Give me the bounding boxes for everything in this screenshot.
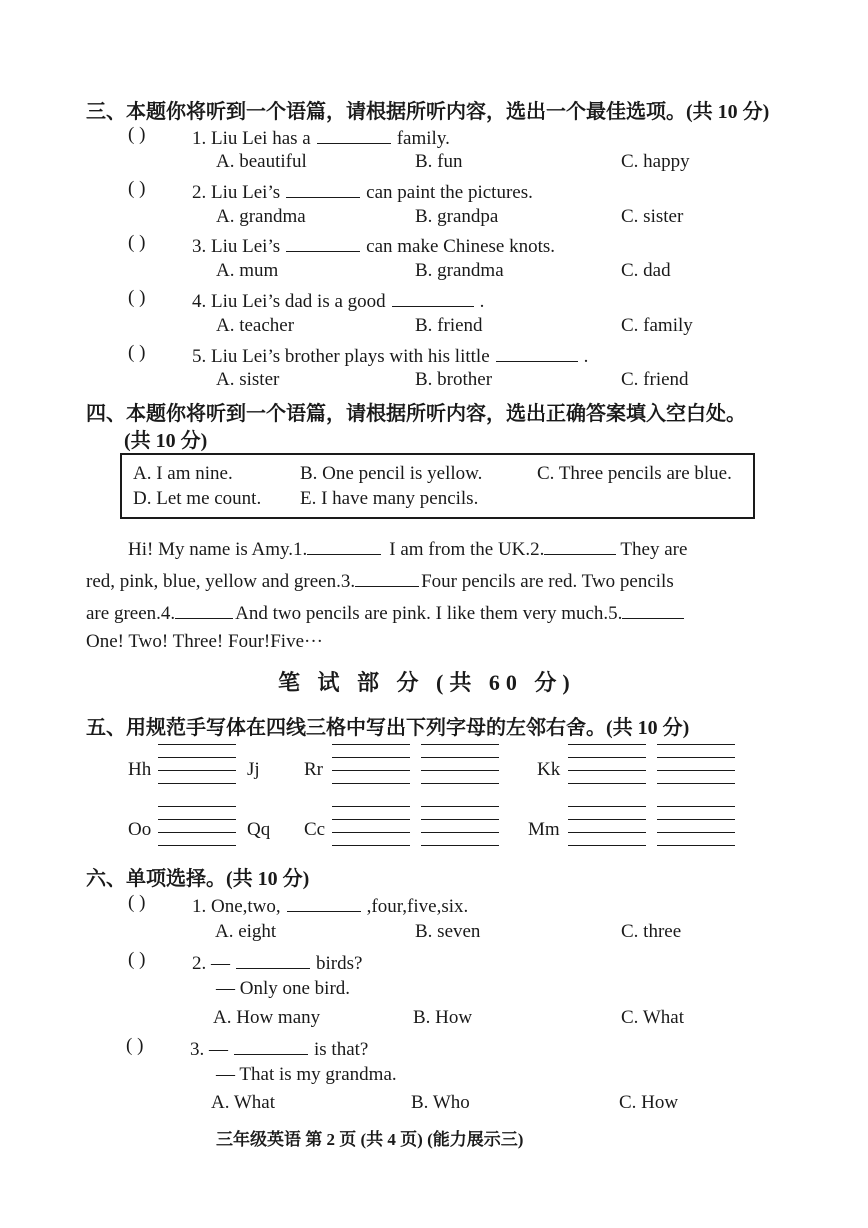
option-a: A. teacher xyxy=(216,315,295,336)
option-b: B. Who xyxy=(411,1092,470,1113)
option-c: C. sister xyxy=(621,206,684,227)
passage-text: They are xyxy=(620,539,688,560)
stem-after: . xyxy=(479,291,485,312)
answer-blank-5[interactable] xyxy=(622,599,684,619)
section5-title: 五、用规范手写体在四线三格中写出下列字母的左邻右舍。(共 10 分) xyxy=(86,717,690,739)
stem-before: 4. Liu Lei’s dad is a good xyxy=(192,291,386,312)
answer-paren[interactable]: ( ) xyxy=(128,232,146,253)
option-a: A. mum xyxy=(216,260,279,281)
stem-after: birds? xyxy=(316,953,363,974)
option-a: A. grandma xyxy=(216,206,306,227)
question-stem xyxy=(192,232,555,258)
option-b: B. friend xyxy=(415,315,483,336)
stem-after: is that? xyxy=(314,1039,369,1060)
stem-after: . xyxy=(583,346,589,367)
option-b: B. brother xyxy=(415,369,493,390)
stem-before: 2. — xyxy=(192,953,230,974)
passage-text: I am from the UK.2. xyxy=(389,539,545,560)
stem-after: can make Chinese knots. xyxy=(366,236,556,257)
option-b: B. grandma xyxy=(415,260,504,281)
answer-paren[interactable]: ( ) xyxy=(128,342,146,363)
stem-after: ,four,five,six. xyxy=(366,896,469,917)
option-a: A. beautiful xyxy=(216,151,307,172)
question-stem xyxy=(192,342,588,368)
option-b: B. grandpa xyxy=(415,206,499,227)
option-c: C. What xyxy=(621,1007,684,1028)
section4-score: (共 10 分) xyxy=(124,430,208,452)
option-c: C. three xyxy=(621,921,682,942)
stem-before: 3. Liu Lei’s xyxy=(192,236,281,257)
dialogue-reply: — That is my grandma. xyxy=(216,1064,397,1085)
answer-blank-1[interactable] xyxy=(307,535,381,555)
written-part-title: 笔 试 部 分 (共 60 分) xyxy=(278,670,576,695)
passage-text: are green.4. xyxy=(86,603,176,624)
box-option-d: D. Let me count. xyxy=(133,488,262,509)
answer-paren[interactable]: ( ) xyxy=(128,892,146,913)
stem-before: 3. — xyxy=(190,1039,228,1060)
answer-blank[interactable] xyxy=(392,287,474,307)
dialogue-reply: — Only one bird. xyxy=(216,978,351,999)
passage-text: red, pink, blue, yellow and green.3. xyxy=(86,571,356,592)
letter-label: Mm xyxy=(528,819,560,840)
page-footer: 三年级英语 第 2 页 (共 4 页) (能力展示三) xyxy=(216,1130,524,1149)
option-b: B. seven xyxy=(415,921,481,942)
section4-title: 四、本题你将听到一个语篇，请根据所听内容，选出正确答案填入空白处。 xyxy=(86,403,746,425)
passage-text: And two pencils are pink. I like them very much.5. xyxy=(235,603,623,624)
option-c: C. dad xyxy=(621,260,671,281)
option-b: B. fun xyxy=(415,151,463,172)
letter-label: Qq xyxy=(247,819,271,840)
stem-after: can paint the pictures. xyxy=(366,182,533,203)
letter-label: Jj xyxy=(247,759,260,780)
answer-paren[interactable]: ( ) xyxy=(128,949,146,970)
answer-blank-2[interactable] xyxy=(544,535,616,555)
answer-blank[interactable] xyxy=(234,1035,308,1055)
passage-line-2 xyxy=(86,567,674,593)
box-option-c: C. Three pencils are blue. xyxy=(537,463,732,484)
answer-blank-4[interactable] xyxy=(175,599,233,619)
letter-label: Rr xyxy=(304,759,323,780)
stem-before: 1. One,two, xyxy=(192,896,281,917)
answer-blank[interactable] xyxy=(496,342,578,362)
answer-paren[interactable]: ( ) xyxy=(126,1035,144,1056)
question-stem xyxy=(190,1035,368,1061)
passage-line-4: One! Two! Three! Four!Five··· xyxy=(86,631,323,652)
question-stem xyxy=(192,287,484,313)
passage-text: Hi! My name is Amy.1. xyxy=(128,539,308,560)
question-stem xyxy=(192,124,450,150)
letter-label: Oo xyxy=(128,819,152,840)
answer-blank[interactable] xyxy=(317,124,391,144)
answer-blank[interactable] xyxy=(236,949,310,969)
option-a: A. sister xyxy=(216,369,280,390)
letter-label: Hh xyxy=(128,759,152,780)
option-c: C. How xyxy=(619,1092,679,1113)
section3-title: 三、本题你将听到一个语篇，请根据所听内容，选出一个最佳选项。(共 10 分) xyxy=(86,101,770,123)
letter-label: Cc xyxy=(304,819,326,840)
section6-title: 六、单项选择。(共 10 分) xyxy=(86,868,310,890)
stem-after: family. xyxy=(396,128,450,149)
passage-line-3 xyxy=(86,599,684,625)
box-option-e: E. I have many pencils. xyxy=(300,488,479,509)
answer-blank[interactable] xyxy=(287,892,361,912)
answer-blank[interactable] xyxy=(286,232,360,252)
option-b: B. How xyxy=(413,1007,473,1028)
box-option-a: A. I am nine. xyxy=(133,463,233,484)
option-a: A. What xyxy=(211,1092,276,1113)
option-a: A. How many xyxy=(213,1007,321,1028)
box-option-b: B. One pencil is yellow. xyxy=(300,463,483,484)
stem-before: 5. Liu Lei’s brother plays with his little xyxy=(192,346,490,367)
passage-text: Four pencils are red. Two pencils xyxy=(421,571,674,592)
stem-before: 1. Liu Lei has a xyxy=(192,128,311,149)
question-stem xyxy=(192,178,533,204)
passage-line-1 xyxy=(128,535,687,561)
answer-blank-3[interactable] xyxy=(355,567,419,587)
answer-paren[interactable]: ( ) xyxy=(128,178,146,199)
answer-paren[interactable]: ( ) xyxy=(128,124,146,145)
letter-label: Kk xyxy=(537,759,561,780)
answer-paren[interactable]: ( ) xyxy=(128,287,146,308)
question-stem xyxy=(192,949,362,975)
question-stem xyxy=(192,892,468,918)
option-a: A. eight xyxy=(215,921,277,942)
option-c: C. family xyxy=(621,315,693,336)
stem-before: 2. Liu Lei’s xyxy=(192,182,281,203)
answer-blank[interactable] xyxy=(286,178,360,198)
option-c: C. friend xyxy=(621,369,689,390)
option-c: C. happy xyxy=(621,151,690,172)
